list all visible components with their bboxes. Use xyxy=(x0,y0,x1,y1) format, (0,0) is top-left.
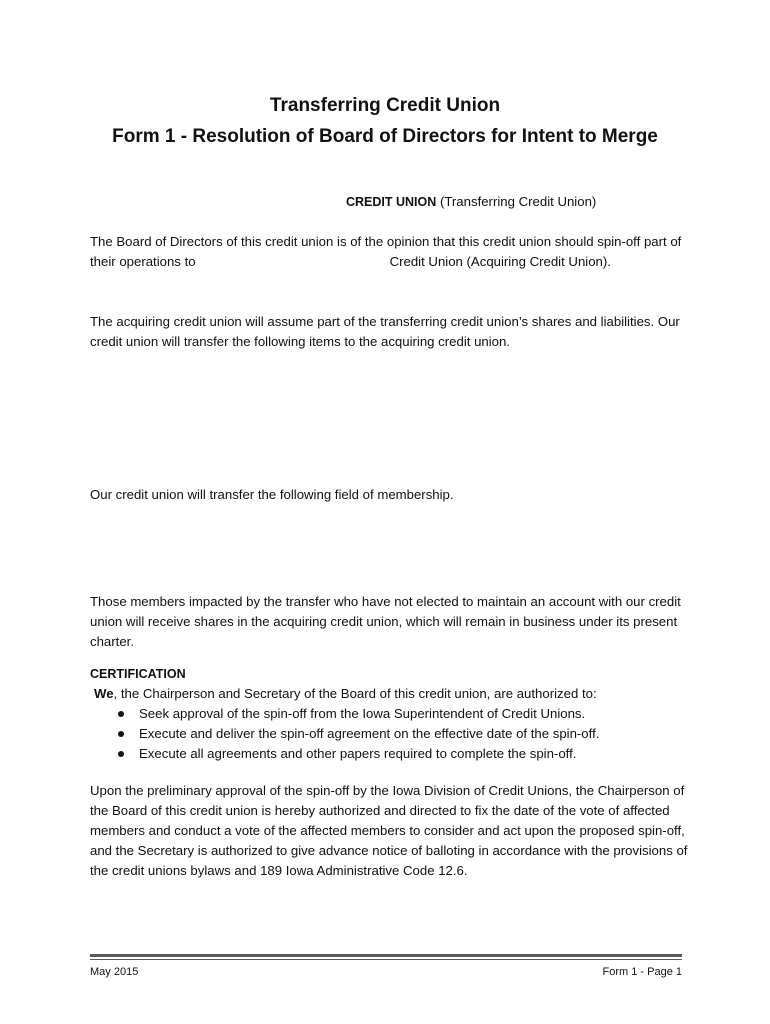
footer-date: May 2015 xyxy=(90,966,139,978)
bullet-icon xyxy=(118,731,124,737)
certification-intro-text: , the Chairperson and Secretary of the Board of this credit union, are authorized to: xyxy=(113,686,597,701)
credit-union-line xyxy=(346,192,596,212)
acquiring-credit-union-text: Credit Union (Acquiring Credit Union). xyxy=(389,254,611,269)
document-title: Transferring Credit Union xyxy=(269,95,501,116)
footer-divider-thin xyxy=(90,959,682,960)
list-item xyxy=(118,704,599,724)
footer-divider-thick xyxy=(90,954,682,957)
bullet-icon xyxy=(118,751,124,757)
impacted-members-paragraph: Those members impacted by the transfer who have not elected to maintain an account with our credit union will receive shares in the acquiring credit union, which will remain in business under its present charter. xyxy=(90,594,681,649)
spin-off-paragraph xyxy=(90,232,690,272)
certification-heading: CERTIFICATION xyxy=(90,667,186,681)
credit-union-label: CREDIT UNION xyxy=(346,195,437,209)
list-item-text: Execute all agreements and other papers required to complete the spin-off. xyxy=(139,746,577,761)
list-item xyxy=(118,724,599,744)
shares-liabilities-paragraph: The acquiring credit union will assume part of the transferring credit union’s shares and liabilities. Our credit union will transfer the following items to the acquiring credit union. xyxy=(90,314,680,349)
list-item xyxy=(118,744,599,764)
spin-off-text: The Board of Directors of this credit union is of the opinion that this credit union should spin-off part of their operations to xyxy=(90,234,682,269)
credit-union-suffix: (Transferring Credit Union) xyxy=(439,194,597,209)
certification-intro-we: We xyxy=(94,686,114,701)
bullet-icon xyxy=(118,711,124,717)
list-item-text: Execute and deliver the spin-off agreement on the effective date of the spin-off. xyxy=(139,726,600,741)
certification-intro xyxy=(94,684,694,704)
preliminary-approval-paragraph: Upon the preliminary approval of the spin-off by the Iowa Division of Credit Unions, the Chairperson of the Board of this credit union is hereby authorized and directed to fix the date of the vote of affected members and conduct a vote of the affected members to consider and act upon the proposed spin-off, and the Secretary is authorized to give advance notice of balloting in accordance with the provisions of the credit unions bylaws and 189 Iowa Administrative Code 12.6. xyxy=(90,783,688,878)
footer-page-number: Form 1 - Page 1 xyxy=(602,966,682,978)
certification-bullet-list xyxy=(118,704,599,764)
list-item-text: Seek approval of the spin-off from the Iowa Superintendent of Credit Unions. xyxy=(139,706,586,721)
field-of-membership-paragraph: Our credit union will transfer the following field of membership. xyxy=(90,487,454,502)
document-subtitle: Form 1 - Resolution of Board of Directors for Intent to Merge xyxy=(112,126,658,147)
